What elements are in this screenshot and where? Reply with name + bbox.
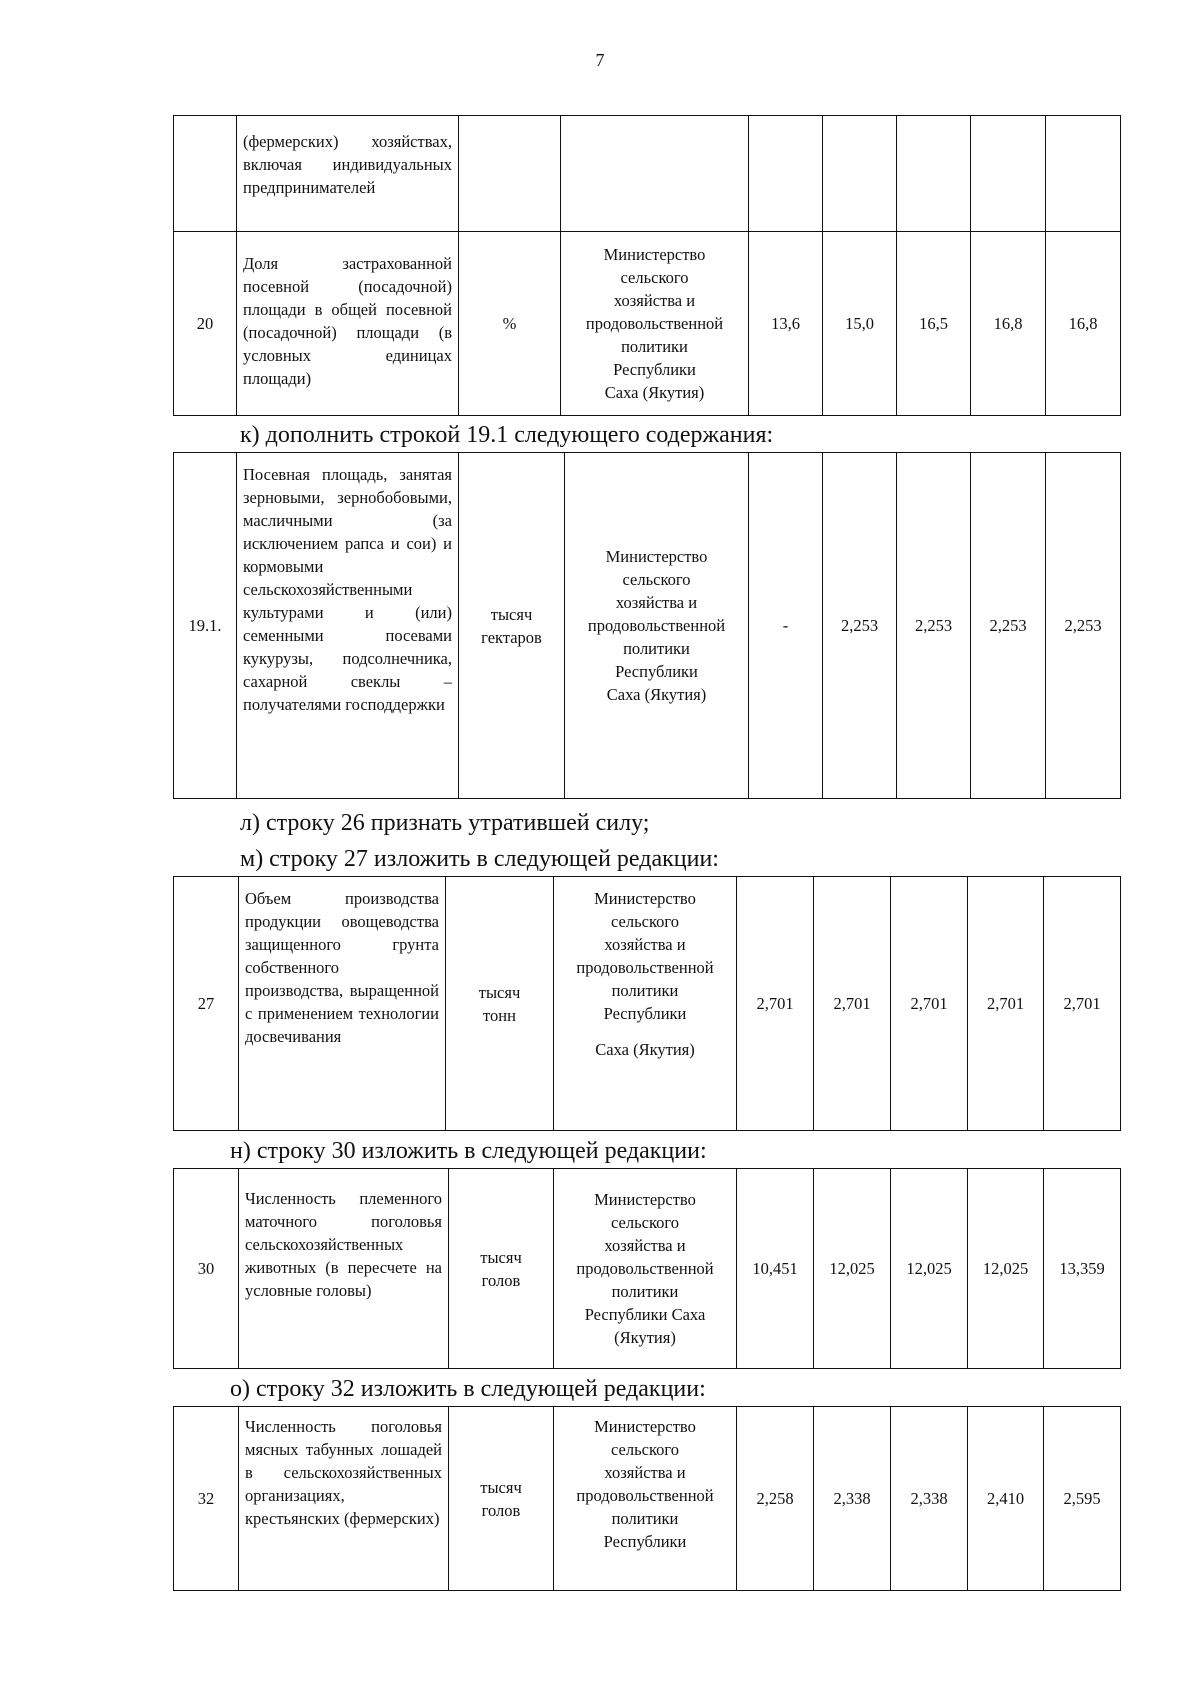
indicator-description: Объем производства продукции овощеводства защищенного грунта собственного производства, выращенной с применением технологии досвечивания [239, 877, 446, 1131]
table-row [174, 453, 1121, 799]
value-cell: 2,338 [814, 1407, 891, 1591]
value-cell: 15,0 [823, 232, 897, 416]
value-cell: 2,701 [891, 877, 968, 1131]
responsible-organization: Министерство сельского хозяйства и продовольственной политики Республики [554, 1407, 737, 1591]
indicator-table-a [173, 115, 1121, 416]
unit: тысяч голов [449, 1169, 554, 1369]
value-cell [897, 116, 971, 232]
value-cell: 2,410 [968, 1407, 1044, 1591]
table-row [174, 1407, 1121, 1591]
indicator-description: (фермерских) хозяйствах, включая индивидуальных предпринимателей [237, 116, 459, 232]
unit: тысяч гектаров [459, 453, 565, 799]
page-number: 7 [595, 50, 605, 70]
value-cell: 16,8 [1046, 232, 1121, 416]
amendment-heading-n: н) строку 30 изложить в следующей редакции: [230, 1138, 707, 1164]
indicator-description: Численность поголовья мясных табунных лошадей в сельскохозяйственных организациях, крестьянских (фермерских) [239, 1407, 449, 1591]
indicator-table-c [173, 876, 1121, 1131]
value-cell: 2,253 [823, 453, 897, 799]
value-cell: 2,701 [737, 877, 814, 1131]
value-cell: 12,025 [891, 1169, 968, 1369]
value-cell: 2,338 [891, 1407, 968, 1591]
unit: % [459, 232, 561, 416]
responsible-organization: Министерство сельского хозяйства и продовольственной политики Республики Саха (Якутия) [565, 453, 749, 799]
value-cell: 2,701 [814, 877, 891, 1131]
value-cell: 2,253 [971, 453, 1046, 799]
value-cell: 2,253 [897, 453, 971, 799]
amendment-heading-o: о) строку 32 изложить в следующей редакции: [230, 1376, 706, 1402]
indicator-description: Посевная площадь, занятая зерновыми, зернобобовыми, масличными (за исключением рапса и сои) и кормовыми сельскохозяйственными культурами и (или) семенными посевами кукурузы, подсолнечника, сахарной свеклы – получателями господдержки [237, 453, 459, 799]
row-number: 27 [174, 877, 239, 1131]
unit-cell [459, 116, 561, 232]
indicator-table-b [173, 452, 1121, 799]
organization-cell [561, 116, 749, 232]
row-number-cell [174, 116, 237, 232]
row-number: 20 [174, 232, 237, 416]
responsible-organization: Министерство сельского хозяйства и продовольственной политики Республики Саха (Якутия) [554, 877, 737, 1131]
indicator-description: Доля застрахованной посевной (посадочной) площади в общей посевной (посадочной) площади (в условных единицах площади) [237, 232, 459, 416]
value-cell: 12,025 [814, 1169, 891, 1369]
row-number: 32 [174, 1407, 239, 1591]
value-cell [1046, 116, 1121, 232]
responsible-organization: Министерство сельского хозяйства и продовольственной политики Республики Саха (Якутия) [554, 1169, 737, 1369]
table-row [174, 232, 1121, 416]
table-row [174, 1169, 1121, 1369]
value-cell: 16,8 [971, 232, 1046, 416]
row-number: 19.1. [174, 453, 237, 799]
amendment-heading-l: л) строку 26 признать утратившей силу; [240, 810, 650, 836]
value-cell: 2,258 [737, 1407, 814, 1591]
indicator-description: Численность племенного маточного поголовья сельскохозяйственных животных (в пересчете на условные головы) [239, 1169, 449, 1369]
value-cell: 2,701 [1044, 877, 1121, 1131]
amendment-heading-k: к) дополнить строкой 19.1 следующего содержания: [240, 422, 774, 448]
indicator-table-d [173, 1168, 1121, 1369]
table-row [174, 877, 1121, 1131]
row-number: 30 [174, 1169, 239, 1369]
value-cell [971, 116, 1046, 232]
value-cell: 13,359 [1044, 1169, 1121, 1369]
value-cell: - [749, 453, 823, 799]
value-cell: 2,595 [1044, 1407, 1121, 1591]
value-cell: 13,6 [749, 232, 823, 416]
value-cell: 16,5 [897, 232, 971, 416]
value-cell: 12,025 [968, 1169, 1044, 1369]
unit: тысяч тонн [446, 877, 554, 1131]
unit: тысяч голов [449, 1407, 554, 1591]
table-row [174, 116, 1121, 232]
responsible-organization: Министерство сельского хозяйства и продовольственной политики Республики Саха (Якутия) [561, 232, 749, 416]
value-cell: 2,253 [1046, 453, 1121, 799]
indicator-table-e [173, 1406, 1121, 1591]
amendment-heading-m: м) строку 27 изложить в следующей редакции: [240, 846, 719, 872]
value-cell [823, 116, 897, 232]
value-cell [749, 116, 823, 232]
value-cell: 10,451 [737, 1169, 814, 1369]
value-cell: 2,701 [968, 877, 1044, 1131]
